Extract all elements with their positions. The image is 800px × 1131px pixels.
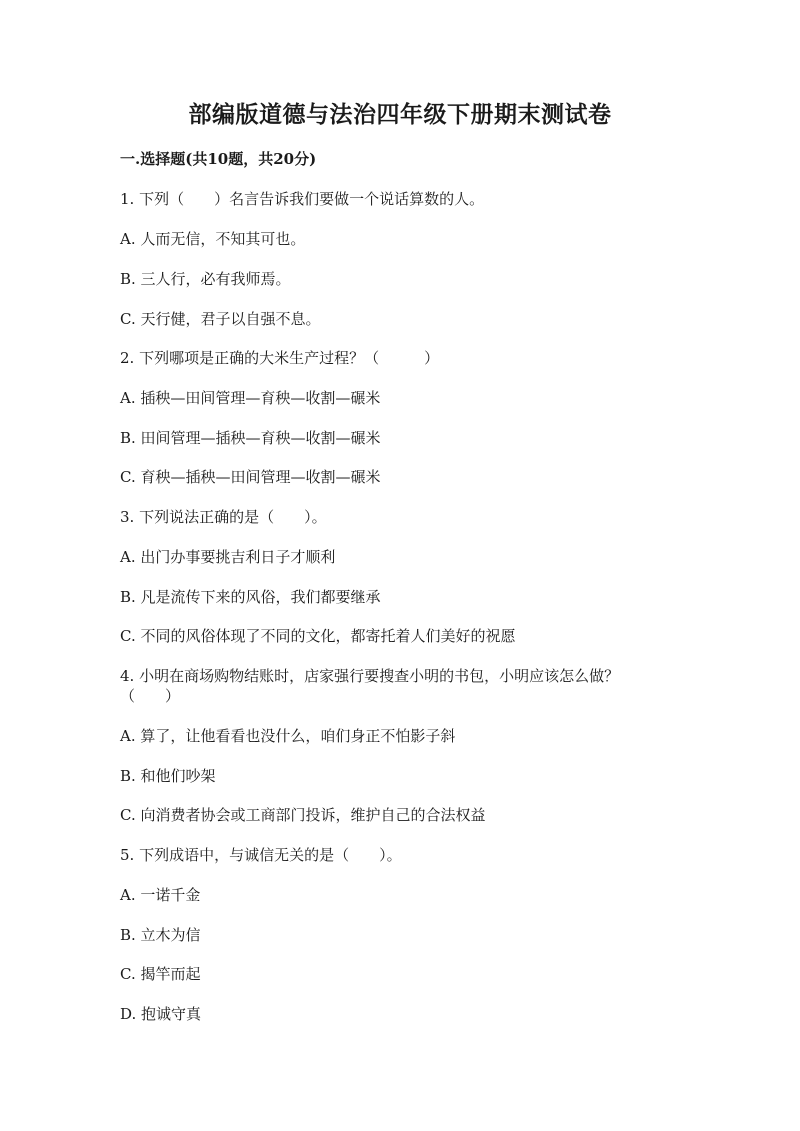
section-heading: 一.选择题(共10题，共20分): [120, 150, 317, 168]
question-4-option-a: A. 算了，让他看看也没什么，咱们身正不怕影子斜: [120, 727, 456, 745]
question-4-option-c: C. 向消费者协会或工商部门投诉，维护自己的合法权益: [120, 806, 486, 824]
question-3-stem: 3. 下列说法正确的是（ ）。: [120, 508, 327, 526]
question-3-option-c: C. 不同的风俗体现了不同的文化，都寄托着人们美好的祝愿: [120, 627, 516, 645]
question-1-option-a: A. 人而无信，不知其可也。: [120, 230, 306, 248]
question-5-stem: 5. 下列成语中，与诚信无关的是（ ）。: [120, 846, 402, 864]
question-2-option-a: A. 插秧—田间管理—育秧—收割—碾米: [120, 389, 381, 407]
question-1-stem: 1. 下列（ ）名言告诉我们要做一个说话算数的人。: [120, 190, 485, 208]
question-4-stem-continued: （ ）: [120, 687, 181, 705]
question-5-option-a: A. 一诺千金: [120, 886, 201, 904]
question-2-option-c: C. 育秧—插秧—田间管理—收割—碾米: [120, 468, 381, 486]
question-1-option-b: B. 三人行，必有我师焉。: [120, 270, 291, 288]
page-title: 部编版道德与法治四年级下册期末测试卷: [188, 101, 612, 128]
question-5-option-d: D. 抱诚守真: [120, 1005, 202, 1023]
question-4-stem: 4. 小明在商场购物结账时，店家强行要搜查小明的书包，小明应该怎么做？: [120, 667, 620, 685]
question-5-option-c: C. 揭竿而起: [120, 965, 201, 983]
question-1-option-c: C. 天行健，君子以自强不息。: [120, 310, 321, 328]
question-3-option-b: B. 凡是流传下来的风俗，我们都要继承: [120, 588, 381, 606]
question-5-option-b: B. 立木为信: [120, 926, 201, 944]
question-2-option-b: B. 田间管理—插秧—育秧—收割—碾米: [120, 429, 381, 447]
question-3-option-a: A. 出门办事要挑吉利日子才顺利: [120, 548, 336, 566]
question-2-stem: 2. 下列哪项是正确的大米生产过程？（ ）: [120, 349, 440, 367]
question-4-option-b: B. 和他们吵架: [120, 767, 216, 785]
